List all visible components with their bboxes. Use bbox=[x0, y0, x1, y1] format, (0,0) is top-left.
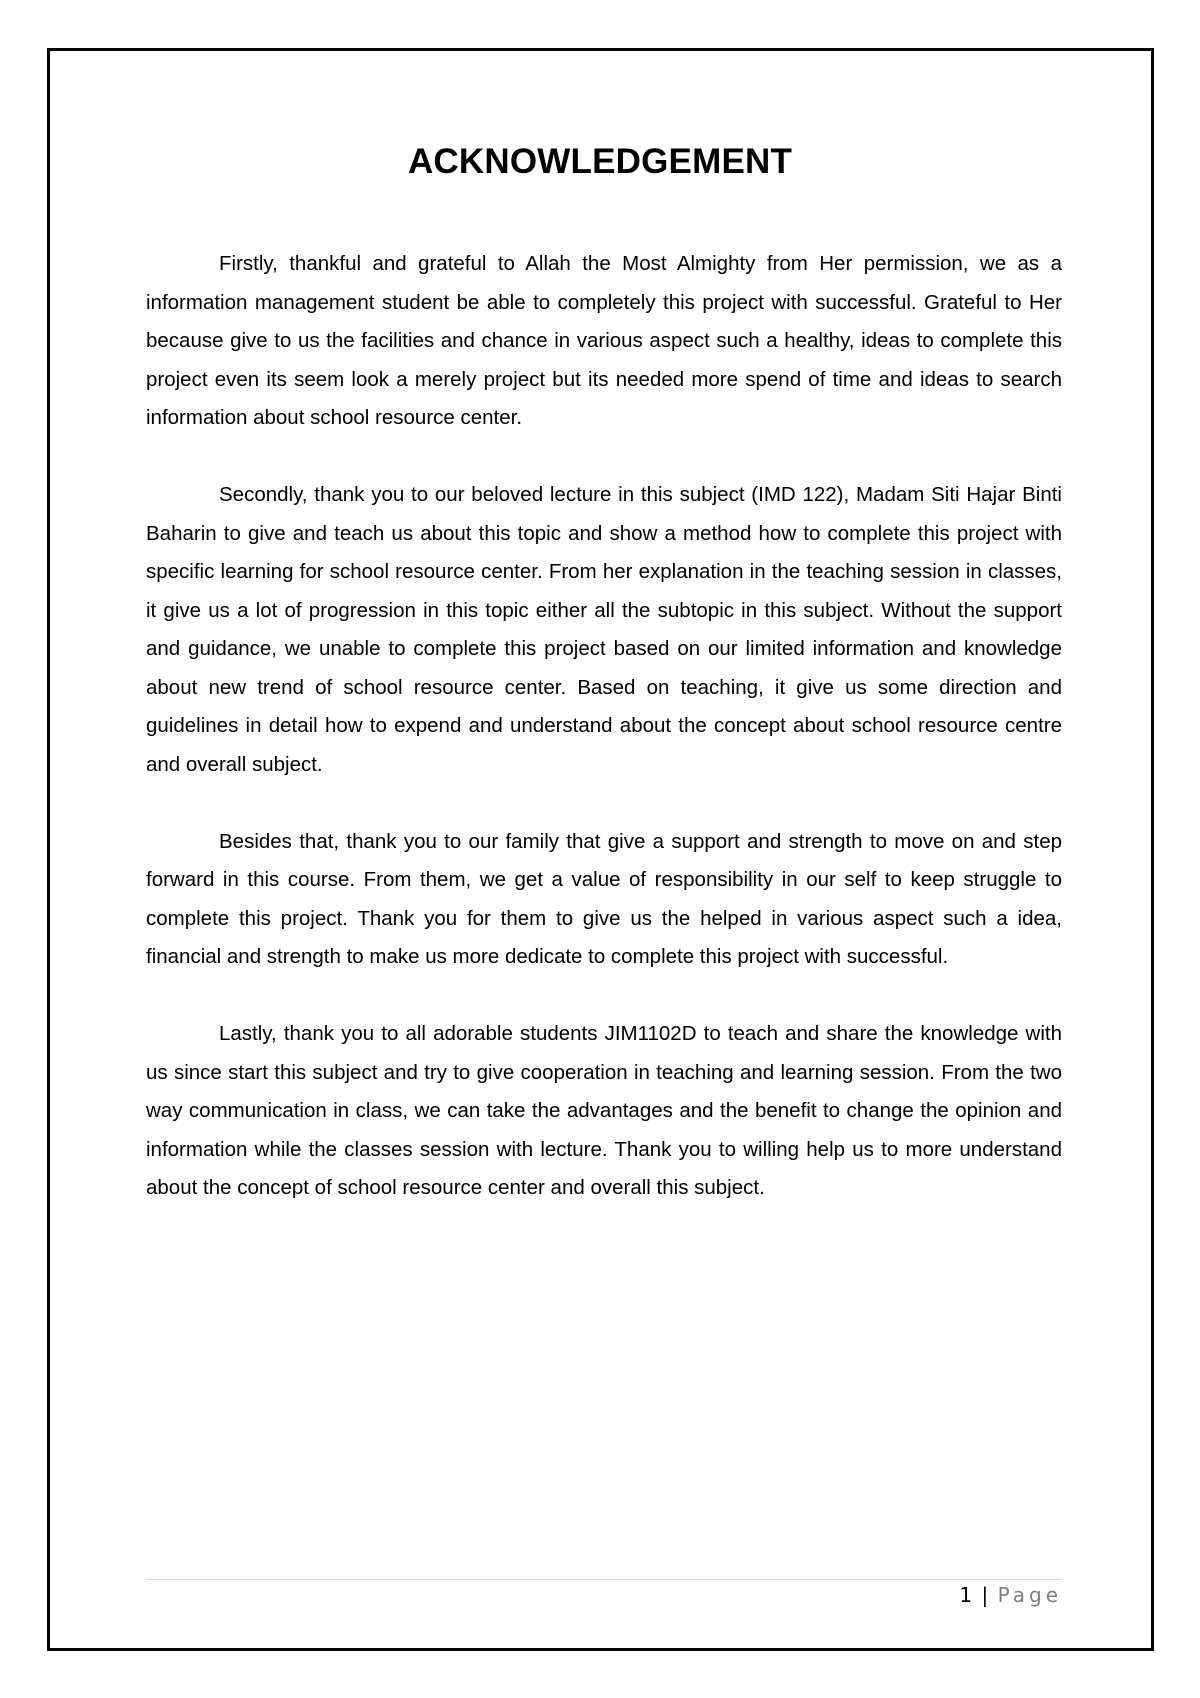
paragraph-4: Lastly, thank you to all adorable students JIM1102D to teach and share the knowledge with us since start this subject and try to give cooperation in teaching and learning session. From the two way communication in class, we can take the advantages and the benefit to change the opinion and information while the classes session with lecture. Thank you to willing help us to more understand about the concept of school resource center and overall this subject. bbox=[146, 1022, 1062, 1199]
paragraph-2: Secondly, thank you to our beloved lecture in this subject (IMD 122), Madam Siti Hajar Binti Baharin to give and teach us about this topic and show a method how to complete this project with specific learning for school resource center. From her explanation in the teaching session in classes, it give us a lot of progression in this topic either all the subtopic in this subject. Without the support and guidance, we unable to complete this project based on our limited information and knowledge about new trend of school resource center. Based on teaching, it give us some direction and guidelines in detail how to expend and understand about the concept about school resource centre and overall subject. bbox=[146, 483, 1062, 776]
footer-divider bbox=[146, 1579, 1062, 1580]
paragraph-3: Besides that, thank you to our family that give a support and strength to move on and step forward in this course. From them, we get a value of responsibility in our self to keep struggle to complete this project. Thank you for them to give us the helped in various aspect such a idea, financial and strength to make us more dedicate to complete this project with successful. bbox=[146, 829, 1062, 968]
page-number: 1 bbox=[959, 1583, 973, 1607]
page-label: Page bbox=[997, 1583, 1062, 1607]
paragraph-1: Firstly, thankful and grateful to Allah the Most Almighty from Her permission, we as a information management student be able to completely this project with successful. Grateful to Her because give to us the facilities and chance in various aspect such a healthy, ideas to complete this project even its seem look a merely project but its needed more spend of time and ideas to search information about school resource center. bbox=[146, 252, 1062, 429]
document-body bbox=[146, 245, 1062, 1208]
document-title: ACKNOWLEDGEMENT bbox=[407, 142, 793, 181]
page-footer bbox=[959, 1583, 1062, 1607]
footer-separator: | bbox=[981, 1583, 989, 1607]
